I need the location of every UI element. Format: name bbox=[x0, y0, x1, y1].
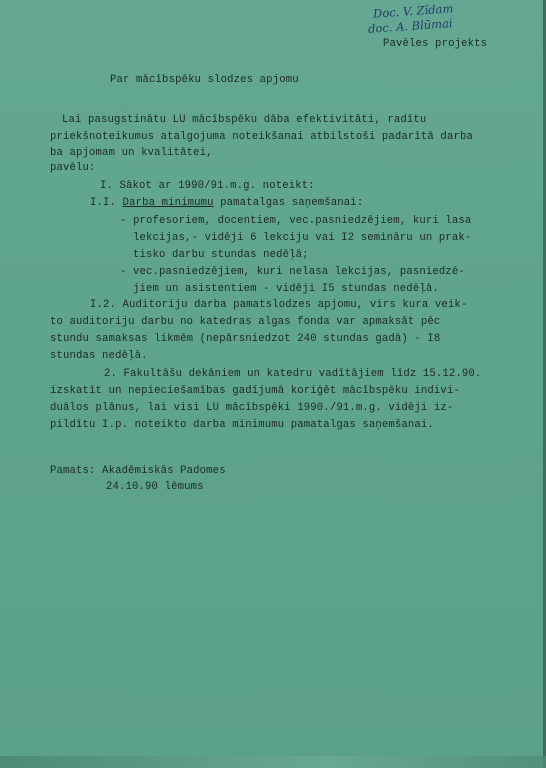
bullet1-line-3: tisko darbu stundas nedēļā; bbox=[133, 249, 309, 261]
intro-line-2: priekšnoteikumus atalgojuma noteikšanai atbilstoši padarītā darba bbox=[50, 131, 473, 143]
bullet1-line-1: - profesoriem, docentiem, vec.pasniedzējiem, kuri lasa bbox=[120, 215, 472, 227]
intro-line-1: Lai pasugstinātu LU mācībspēku dāba efektivitāti, radītu bbox=[62, 114, 427, 126]
item2-line-4: pildītu I.p. noteikto darba minimumu pamatalgas saņemšanai. bbox=[50, 419, 434, 431]
item12-line-3: stundu samaksas likmēm (nepārsniedzot 240 stundas gadā) - I8 bbox=[50, 333, 441, 345]
item11-line bbox=[90, 197, 363, 209]
draft-label: Pavēles projekts bbox=[383, 38, 488, 50]
item11-prefix: I.I. bbox=[90, 197, 123, 209]
item2-line-2: izskatīt un nepieciešamības gadījumā koriģēt mācībspēku indivi- bbox=[50, 385, 460, 397]
item2-line-3: duālos plānus, lai visi LU mācībspēki 1990./91.m.g. vidēji iz- bbox=[50, 402, 454, 414]
bullet2-line-1: - vec.pasniedzējiem, kuri nelasa lekcijas, pasniedzē- bbox=[120, 266, 465, 278]
item11-underlined: Darba minimumu bbox=[122, 197, 214, 209]
handwritten-addressee-2: doc. A. Blūmai bbox=[367, 16, 454, 36]
item12-line-1: I.2. Auditoriju darba pamatslodzes apjomu, virs kura veik- bbox=[90, 299, 468, 311]
basis-line-2: 24.10.90 lēmums bbox=[106, 481, 204, 493]
item12-line-2: to auditoriju darbu no katedras algas fonda var apmaksāt pēc bbox=[50, 316, 441, 328]
item12-line-4: stundas nedēļā. bbox=[50, 350, 148, 362]
order-word: pavēlu: bbox=[50, 162, 96, 174]
bullet2-line-2: jiem un asistentiem - vidēji I5 stundas nedēļā. bbox=[133, 283, 439, 295]
item1-heading: I. Sākot ar 1990/91.m.g. noteikt: bbox=[100, 180, 315, 192]
intro-line-3: ba apjomam un kvalitātei, bbox=[50, 147, 213, 159]
document-title: Par mācībspēku slodzes apjomu bbox=[110, 74, 299, 86]
paper-bottom-edge bbox=[0, 756, 546, 768]
item2-line-1: 2. Fakultāšu dekāniem un katedru vadītājiem līdz 15.12.90. bbox=[104, 368, 482, 380]
handwritten-addressee-1: Doc. V. Zīdam bbox=[372, 1, 454, 21]
bullet1-line-2: lekcijas,- vidēji 6 lekciju vai I2 semināru un prak- bbox=[133, 232, 472, 244]
item11-rest: pamatalgas saņemšanai: bbox=[213, 197, 364, 209]
basis-line-1: Pamats: Akadēmiskās Padomes bbox=[50, 465, 226, 477]
